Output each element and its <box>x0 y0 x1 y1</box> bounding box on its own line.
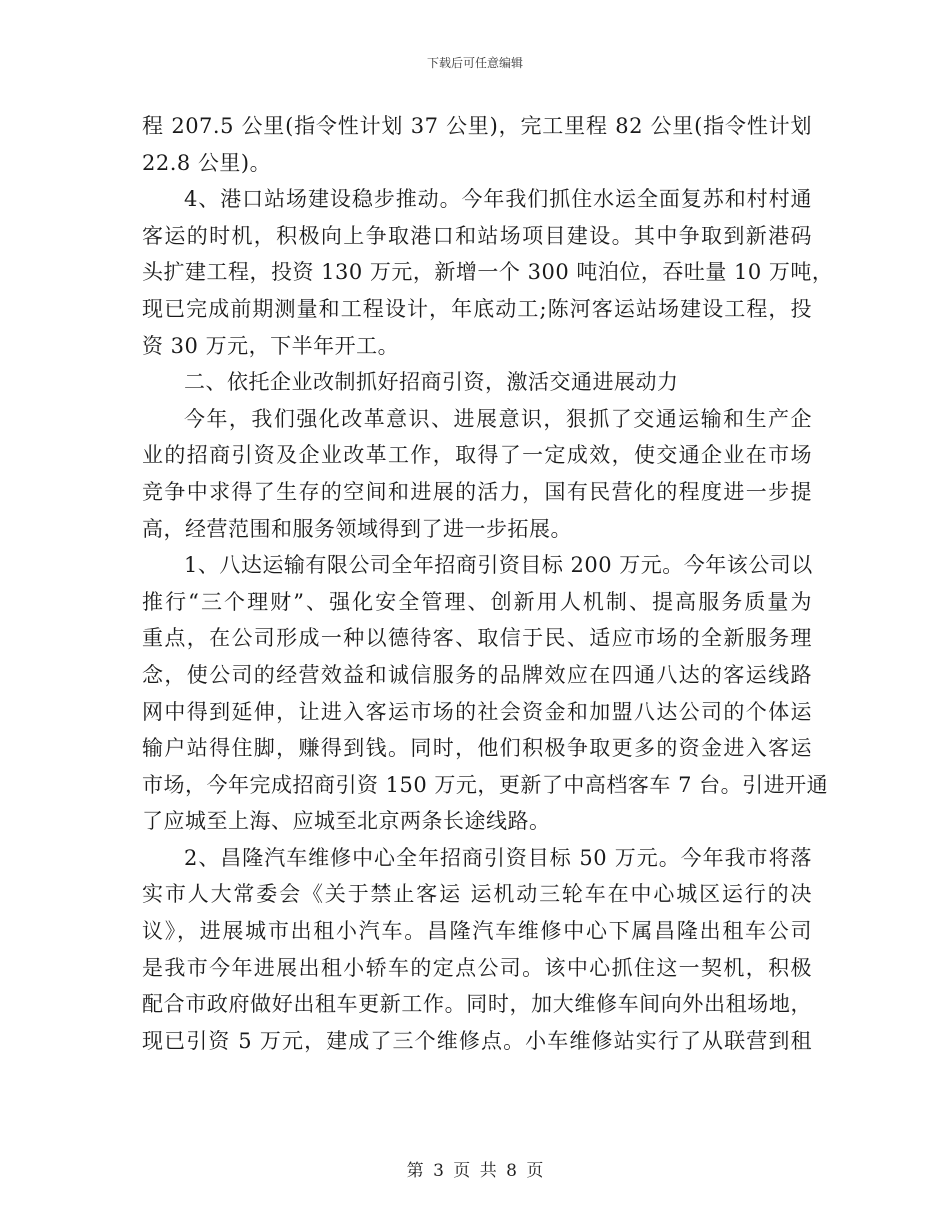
text-line: 念，使公司的经营效益和诚信服务的品牌效应在四通八达的客运线路 <box>142 662 812 687</box>
page-header-note: 下载后可任意编辑 <box>426 56 523 70</box>
text-line: 高，经营范围和服务领域得到了进一步拓展。 <box>142 516 572 541</box>
text-line: 网中得到延伸，让进入客运市场的社会资金和加盟八达公司的个体运 <box>142 699 812 724</box>
text-line: 实市人大常委会《关于禁止客运 运机动三轮车在中心城区运行的决 <box>142 882 812 907</box>
page-number-footer: 第 3 页 共 8 页 <box>406 1161 544 1181</box>
text-line: 是我市今年进展出租小轿车的定点公司。该中心抓住这一契机，积极 <box>142 955 812 980</box>
text-line: 2、昌隆汽车维修中心全年招商引资目标 50 万元。今年我市将落 <box>184 845 812 870</box>
text-line: 客运的时机，积极向上争取港口和站场项目建设。其中争取到新港码 <box>142 223 812 248</box>
section-heading: 二、依托企业改制抓好招商引资，激活交通进展动力 <box>184 370 679 395</box>
text-line: 推行“三个理财”、强化安全管理、创新用人机制、提高服务质量为 <box>142 589 812 614</box>
text-line: 头扩建工程，投资 130 万元，新增一个 300 吨泊位，吞吐量 10 万吨， <box>142 260 834 285</box>
text-line: 业的招商引资及企业改革工作，取得了一定成效，使交通企业在市场 <box>142 443 812 468</box>
text-line: 22.8 公里)。 <box>142 150 272 175</box>
text-line: 重点，在公司形成一种以德待客、取信于民、适应市场的全新服务理 <box>142 626 812 651</box>
text-line: 输户站得住脚，赚得到钱。同时，他们积极争取更多的资金进入客运 <box>142 736 812 761</box>
text-line: 程 207.5 公里(指令性计划 37 公里)，完工里程 82 公里(指令性计划 <box>142 114 812 138</box>
text-line: 配合市政府做好出租车更新工作。同时，加大维修车间向外出租场地， <box>142 992 812 1017</box>
text-line: 现已引资 5 万元，建成了三个维修点。小车维修站实行了从联营到租 <box>142 1028 812 1053</box>
text-line: 4、港口站场建设稳步推动。今年我们抓住水运全面复苏和村村通 <box>184 187 812 212</box>
text-line: 议》，进展城市出租小汽车。昌隆汽车维修中心下属昌隆出租车公司 <box>142 919 812 944</box>
text-line: 现已完成前期测量和工程设计，年底动工;陈河客运站场建设工程，投 <box>142 296 812 321</box>
text-line: 竞争中求得了生存的空间和进展的活力，国有民营化的程度进一步提 <box>142 479 812 504</box>
text-line: 今年，我们强化改革意识、进展意识，狠抓了交通运输和生产企 <box>184 406 812 431</box>
document-body <box>142 108 834 1059</box>
text-line: 市场，今年完成招商引资 150 万元，更新了中高档客车 7 台。引进开通 <box>142 772 829 797</box>
text-line: 资 30 万元，下半年开工。 <box>142 333 400 358</box>
text-line: 1、八达运输有限公司全年招商引资目标 200 万元。今年该公司以 <box>184 553 813 578</box>
text-line: 了应城至上海、应城至北京两条长途线路。 <box>142 809 551 834</box>
